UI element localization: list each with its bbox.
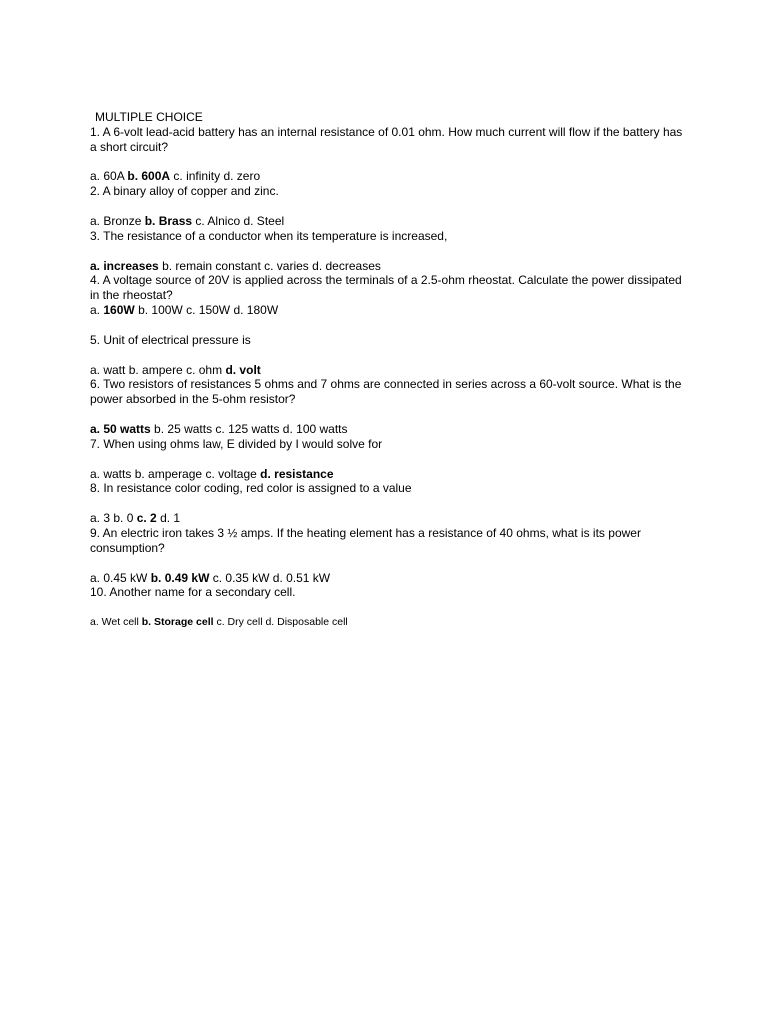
question-2-text: 2. A binary alloy of copper and zinc. (90, 184, 279, 199)
option-correct: d. volt (225, 362, 261, 377)
option-correct: 160W (103, 302, 135, 317)
option: b. 25 watts (154, 421, 213, 436)
question-6-text: 6. Two resistors of resistances 5 ohms and 7 ohms are connected in series across a 60-volt source. What is the power absorbed in the 5-ohm resistor? (90, 377, 682, 407)
question-9-options (90, 571, 768, 586)
option-correct: b. Brass (144, 213, 193, 228)
question-5-text: 5. Unit of electrical pressure is (90, 332, 251, 347)
option: c. ohm (186, 362, 223, 377)
question-6-options (90, 422, 768, 437)
option: c. voltage (205, 466, 257, 481)
option: c. infinity (173, 169, 221, 184)
option-correct: b. 600A (127, 169, 171, 184)
option: d. 0.51 kW (272, 570, 331, 585)
option: a. 0.45 kW (90, 570, 148, 585)
question-1-options (90, 169, 768, 184)
section-heading: MULTIPLE CHOICE (95, 110, 203, 124)
option: d. Disposable cell (265, 616, 348, 629)
option: a. Wet cell (90, 616, 139, 629)
option: c. 150W (186, 302, 231, 317)
option: b. amperage (134, 466, 203, 481)
option-correct: b. Storage cell (141, 616, 214, 629)
option: d. Steel (243, 213, 285, 228)
option: d. 1 (160, 511, 181, 526)
question-8-text: 8. In resistance color coding, red color is assigned to a value (90, 481, 412, 496)
option-correct: c. 2 (136, 511, 157, 526)
question-1-text: 1. A 6-volt lead-acid battery has an internal resistance of 0.01 ohm. How much current will flow if the battery has a short circuit? (90, 124, 683, 154)
option: a. watt (90, 362, 126, 377)
option-correct: b. 0.49 kW (150, 570, 210, 585)
question-9-text: 9. An electric iron takes 3 ½ amps. If the heating element has a resistance of 40 ohms, what is its power consumption? (90, 525, 641, 555)
question-4-text: 4. A voltage source of 20V is applied across the terminals of a 2.5-ohm rheostat. Calculate the power dissipated in the rheostat? (90, 273, 682, 303)
question-5-options (90, 363, 768, 378)
option: a. 3 (90, 511, 111, 526)
option: b. 0 (113, 511, 134, 526)
option: a. Bronze (90, 213, 142, 228)
option-correct: a. increases (90, 258, 159, 273)
question-10-text: 10. Another name for a secondary cell. (90, 585, 296, 600)
question-10-options (90, 615, 768, 629)
option: d. zero (223, 169, 261, 184)
option: a. (90, 302, 101, 317)
question-3-text: 3. The resistance of a conductor when its temperature is increased, (90, 228, 448, 243)
option: b. remain constant (162, 258, 261, 273)
option: c. Alnico (195, 213, 241, 228)
option: b. 100W (138, 302, 183, 317)
option: c. varies (264, 258, 309, 273)
question-8-options (90, 511, 768, 526)
question-7-text: 7. When using ohms law, E divided by I would solve for (90, 436, 383, 451)
option: d. 180W (233, 302, 279, 317)
option: a. watts (90, 466, 132, 481)
option: c. 125 watts (215, 421, 280, 436)
question-7-options (90, 467, 768, 482)
option: c. 0.35 kW (212, 570, 270, 585)
option-correct: a. 50 watts (90, 421, 151, 436)
option: c. Dry cell (216, 616, 263, 629)
option: a. 60A (90, 169, 125, 184)
question-3-options (90, 259, 768, 274)
option-correct: d. resistance (260, 466, 334, 481)
question-4-options (90, 303, 768, 318)
option: d. decreases (312, 258, 381, 273)
option: d. 100 watts (282, 421, 348, 436)
option: b. ampere (128, 362, 183, 377)
question-2-options (90, 214, 768, 229)
